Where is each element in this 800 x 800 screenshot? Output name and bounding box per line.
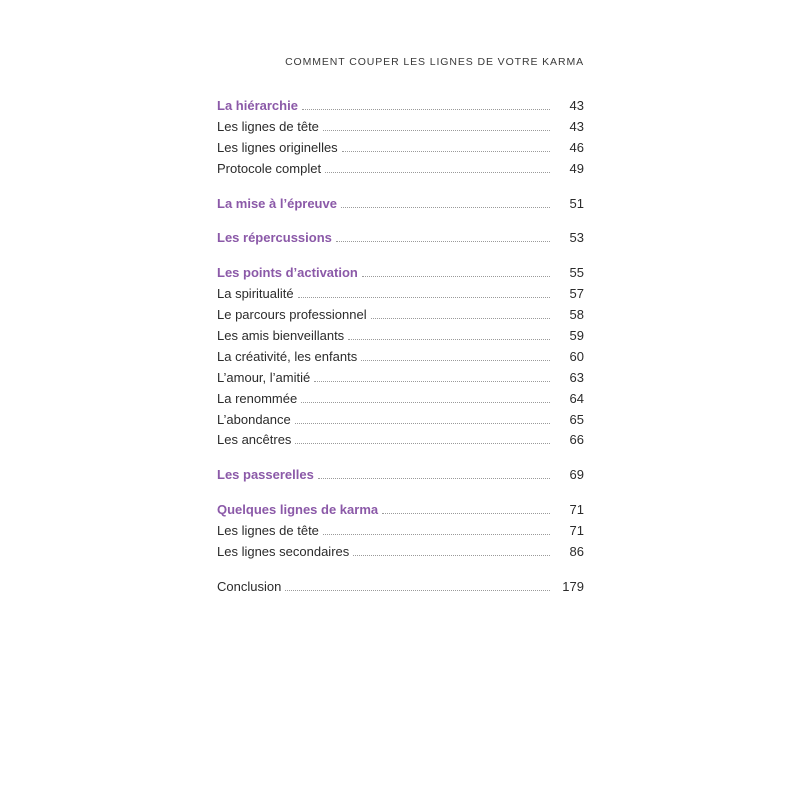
dot-leader [325,171,550,173]
toc-entry-label: Quelques lignes de karma [217,502,379,518]
toc-page-number: 63 [569,369,584,385]
toc-chapter [217,194,584,215]
toc-page-number: 51 [569,195,584,211]
dot-leader [371,317,550,319]
toc-section [217,326,584,347]
toc-chapter [217,500,584,521]
toc-page-number: 86 [569,544,584,560]
toc-page-number: 179 [562,578,584,594]
toc-entry-label: Les lignes secondaires [217,544,350,560]
dot-leader [302,108,550,110]
toc-page-number: 65 [569,411,584,427]
toc-section [217,368,584,389]
toc-entry-label: La mise à l’épreuve [217,195,337,211]
toc-page-number: 64 [569,390,584,406]
toc-entry-label: Les points d’activation [217,265,358,281]
dot-leader [295,422,550,424]
dot-leader [295,442,550,444]
dot-leader [336,240,550,242]
toc-page-number: 43 [569,98,584,113]
toc-entry-label: Les répercussions [217,230,332,246]
dot-leader [318,477,550,479]
spacer [217,451,584,465]
toc-page-number: 57 [569,286,584,302]
dot-leader [362,275,550,277]
toc-entry-label: La spiritualité [217,286,294,302]
toc-section [217,347,584,368]
toc-page-number: 55 [569,265,584,281]
toc-entry-label: Les lignes de tête [217,523,319,539]
toc-section [217,410,584,431]
toc-section [217,542,584,563]
toc-entry-label: Les passerelles [217,467,314,483]
dot-leader [323,533,550,535]
toc-chapter [217,465,584,486]
toc-entry-label: L’abondance [217,411,291,427]
toc-chapter [217,96,584,117]
toc-page-number: 49 [569,160,584,176]
running-head: COMMENT COUPER LES LIGNES DE VOTRE KARMA [285,56,584,68]
spacer [217,486,584,500]
spacer [217,214,584,228]
toc-section [217,305,584,326]
table-of-contents [217,96,584,598]
toc-page-number: 43 [569,118,584,134]
toc-entry-label: La créativité, les enfants [217,348,358,364]
toc-page-number: 69 [569,467,584,483]
toc-entry-label: La renommée [217,390,298,406]
toc-section [217,117,584,138]
spacer [217,249,584,263]
toc-section [217,284,584,305]
toc-section [217,159,584,180]
toc-section [217,430,584,451]
toc-page-number: 71 [569,502,584,518]
dot-leader [323,129,550,131]
spacer [217,180,584,194]
toc-entry-label: L’amour, l’amitié [217,369,311,385]
toc-chapter [217,263,584,284]
toc-entry-label: Protocole complet [217,160,322,176]
dot-leader [314,380,550,382]
dot-leader [298,296,550,298]
toc-entry-label: Les ancêtres [217,432,292,448]
dot-leader [342,150,550,152]
toc-entry-label: Le parcours professionnel [217,307,367,323]
toc-page-number: 53 [569,230,584,246]
dot-leader [341,206,550,208]
toc-entry-label: Les amis bienveillants [217,328,345,344]
toc-chapter [217,228,584,249]
toc-entry-label: Conclusion [217,578,282,594]
toc-page-number: 46 [569,139,584,155]
toc-page-number: 71 [569,523,584,539]
spacer [217,563,584,577]
dot-leader [382,512,550,514]
toc-page-number: 59 [569,328,584,344]
dot-leader [348,338,550,340]
toc-entry-label: Les lignes originelles [217,139,338,155]
dot-leader [301,401,550,403]
toc-entry-label: Les lignes de tête [217,118,319,134]
toc-entry-label: La hiérarchie [217,98,298,113]
toc-page-number: 66 [569,432,584,448]
toc-page-number: 60 [569,348,584,364]
toc-section [217,521,584,542]
toc-page-number: 58 [569,307,584,323]
dot-leader [361,359,550,361]
toc-conclusion [217,577,584,598]
dot-leader [353,554,550,556]
dot-leader [285,589,550,591]
toc-section [217,138,584,159]
toc-section [217,389,584,410]
